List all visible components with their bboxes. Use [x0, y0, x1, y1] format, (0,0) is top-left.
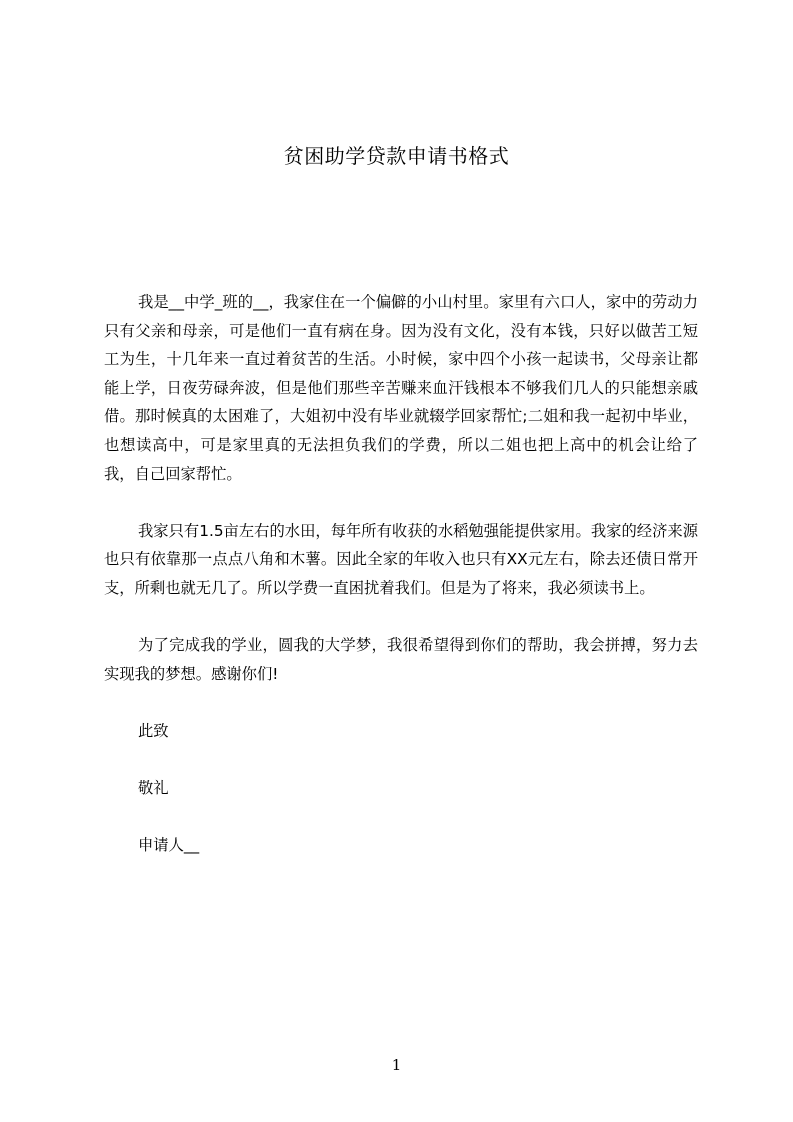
applicant-signature-line: 申请人__: [138, 836, 200, 855]
paragraph-family-income: 我家只有1.5亩左右的水田，每年所有收获的水稻勉强能提供家用。我家的经济来源也只有依靠那一点点八角和木薯。因此全家的年收入也只有XX元左右，除去还债日常开支，所剩也就无几了。所以学费一直困扰着我们。但是为了将来，我必须读书上。: [104, 521, 698, 597]
closing-regards: 敬礼: [138, 779, 169, 798]
paragraph-family-background: 我是__中学_班的__，我家住在一个偏僻的小山村里。家里有六口人，家中的劳动力只有父亲和母亲，可是他们一直有病在身。因为没有文化，没有本钱，只好以做苦工短工为生，十几年来一直过着贫苦的生活。小时候，家中四个小孩一起读书，父母亲让都能上学，日夜劳碌奔波，但是他们那些辛苦赚来血汗钱根本不够我们几人的只能想亲戚借。那时候真的太困难了，大姐初中没有毕业就辍学回家帮忙;二姐和我一起初中毕业，也想读高中，可是家里真的无法担负我们的学费，所以二姐也把上高中的机会让给了我，自己回家帮忙。: [104, 293, 698, 483]
page-title: 贫困助学贷款申请书格式: [283, 144, 510, 168]
letter-body: [104, 288, 698, 888]
paragraph-request: 为了完成我的学业，圆我的大学梦，我很希望得到你们的帮助，我会拼搏，努力去实现我的梦想。感谢你们!: [104, 636, 698, 683]
page-number: 1: [391, 1056, 402, 1074]
closing-salutation: 此致: [138, 721, 169, 740]
